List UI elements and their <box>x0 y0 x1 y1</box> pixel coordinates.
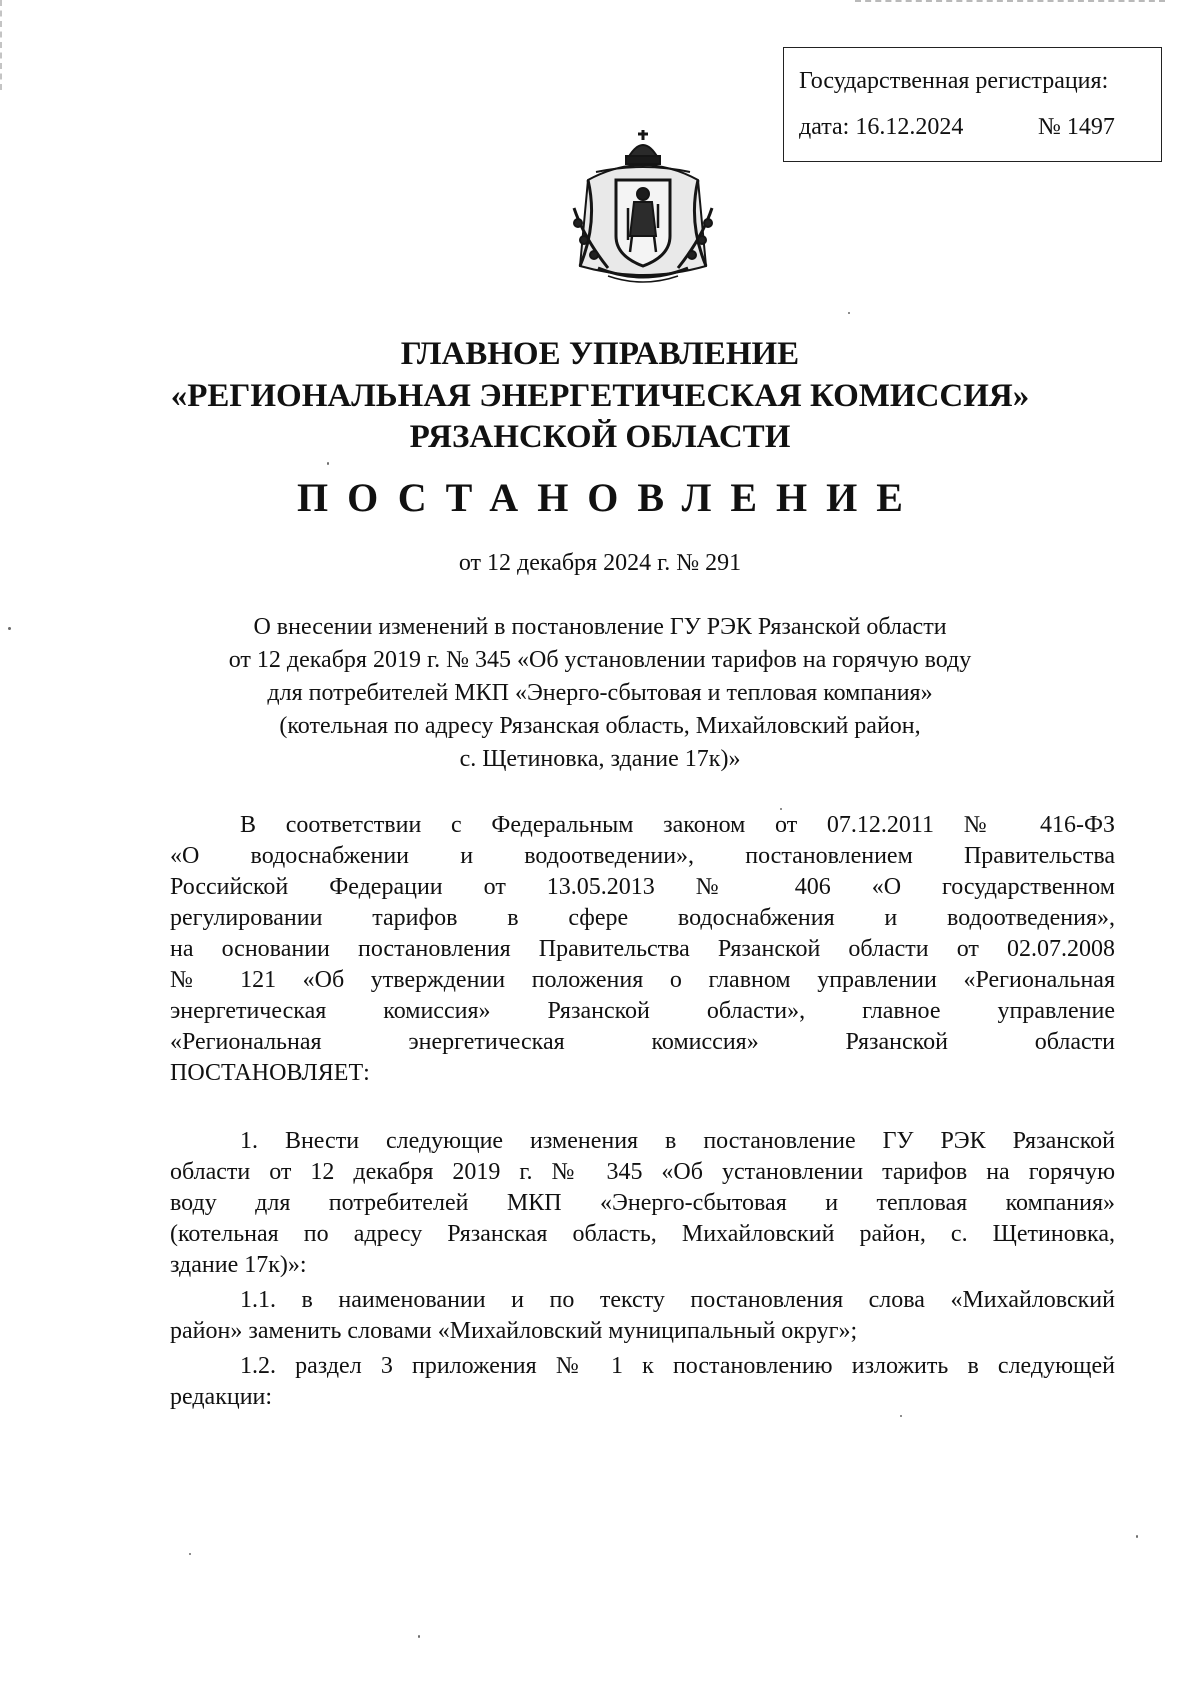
scan-speck <box>848 312 850 314</box>
scan-speck <box>327 462 329 465</box>
preamble-line: № 121 «Об утверждении положения о главном управлении «Региональная <box>170 967 1115 993</box>
item-1-1-line: 1.1. в наименовании и по тексту постановления слова «Михайловский <box>240 1287 1115 1313</box>
scan-speck <box>418 1635 420 1638</box>
document-type-heading: ПОСТАНОВЛЕНИЕ <box>297 475 922 520</box>
scan-speck <box>189 1553 191 1555</box>
decree-word: ПОСТАНОВЛЯЕТ: <box>170 1060 370 1086</box>
subject-line: (котельная по адресу Рязанская область, Михайловский район, <box>279 713 921 739</box>
preamble-line: Российской Федерации от 13.05.2013 № 406 «О государственном <box>170 874 1115 900</box>
preamble-line: В соответствии с Федеральным законом от 07.12.2011 № 416-ФЗ <box>240 812 1115 838</box>
preamble-line: на основании постановления Правительства Рязанской области от 02.07.2008 <box>170 936 1115 962</box>
agency-title-line-1: ГЛАВНОЕ УПРАВЛЕНИЕ <box>400 336 800 372</box>
document-date-number: от 12 декабря 2024 г. № 291 <box>458 550 742 576</box>
scan-artifact-top <box>855 0 1165 6</box>
item-1-2-line: 1.2. раздел 3 приложения № 1 к постановлению изложить в следующей <box>240 1353 1115 1379</box>
subject-line: для потребителей МКП «Энерго-сбытовая и тепловая компания» <box>267 680 933 706</box>
item-1-line: (котельная по адресу Рязанская область, Михайловский район, с. Щетиновка, <box>170 1221 1115 1247</box>
preamble-line: энергетическая комиссия» Рязанской области», главное управление <box>170 998 1115 1024</box>
item-1-line: области от 12 декабря 2019 г. № 345 «Об установлении тарифов на горячую <box>170 1159 1115 1185</box>
subject-line: от 12 декабря 2019 г. № 345 «Об установлении тарифов на горячую воду <box>228 647 972 673</box>
ryazan-coat-of-arms-icon <box>568 128 718 286</box>
item-1-line: воду для потребителей МКП «Энерго-сбытовая и тепловая компания» <box>170 1190 1115 1216</box>
item-1-1-line: район» заменить словами «Михайловский муниципальный округ»; <box>170 1318 858 1344</box>
preamble-line: регулировании тарифов в сфере водоснабжения и водоотведения», <box>170 905 1115 931</box>
agency-title-line-2: «РЕГИОНАЛЬНАЯ ЭНЕРГЕТИЧЕСКАЯ КОМИССИЯ» <box>170 378 1030 414</box>
item-1-line: здание 17к)»: <box>170 1252 307 1278</box>
registration-stamp <box>783 47 1162 162</box>
item-1-line: 1. Внести следующие изменения в постановление ГУ РЭК Рязанской <box>240 1128 1115 1154</box>
scan-speck <box>1136 1535 1138 1538</box>
subject-line: с. Щетиновка, здание 17к)» <box>459 746 741 772</box>
scan-speck <box>900 1415 902 1417</box>
item-1-2-line: редакции: <box>170 1384 273 1410</box>
registration-date: дата: 16.12.2024 <box>799 114 964 140</box>
agency-title-line-3: РЯЗАНСКОЙ ОБЛАСТИ <box>409 419 791 455</box>
subject-line: О внесении изменений в постановление ГУ РЭК Рязанской области <box>253 614 947 640</box>
preamble-line: «Региональная энергетическая комиссия» Рязанской области <box>170 1029 1115 1055</box>
registration-title: Государственная регистрация: <box>799 68 1109 94</box>
scan-artifact-left <box>0 0 5 90</box>
preamble-line: «О водоснабжении и водоотведении», постановлением Правительства <box>170 843 1115 869</box>
registration-number: № 1497 <box>1038 114 1115 140</box>
